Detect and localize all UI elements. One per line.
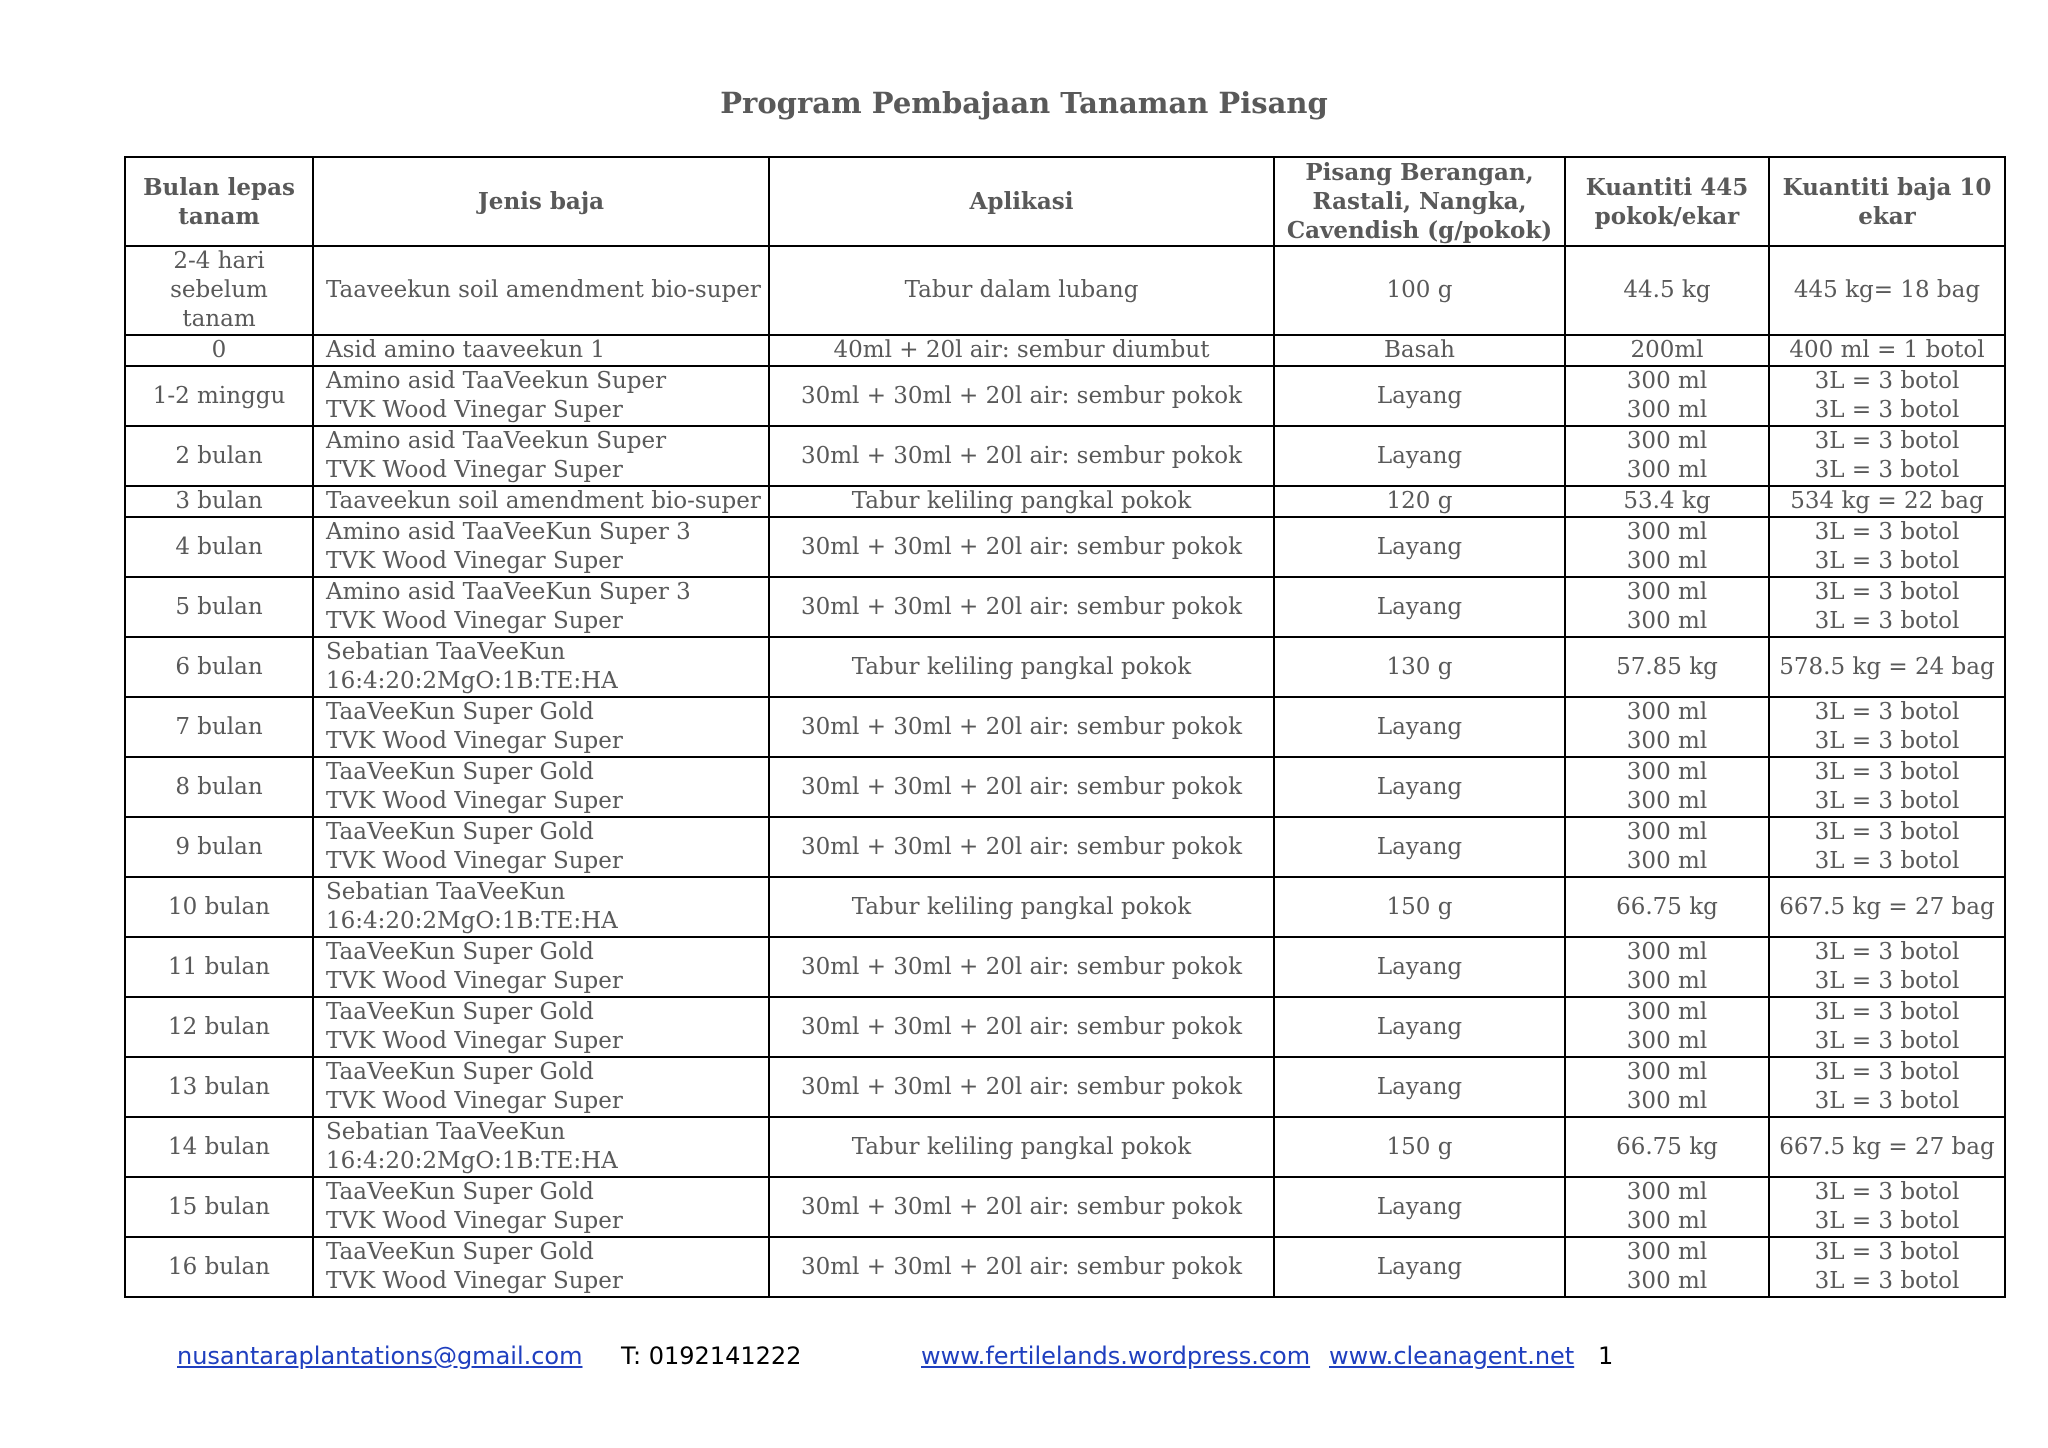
cell-kuantiti-10-ekar-line: 3L = 3 botol [1814,1088,1960,1114]
cell-dos: Layang [1274,1237,1565,1297]
cell-bulan: 6 bulan [125,637,313,697]
cell-aplikasi: 30ml + 30ml + 20l air: sembur pokok [769,997,1274,1057]
cell-jenis-baja-line: Taaveekun soil amendment bio-super [326,488,761,514]
cell-aplikasi: Tabur keliling pangkal pokok [769,637,1274,697]
cell-dos: 100 g [1274,246,1565,335]
cell-aplikasi: 40ml + 20l air: sembur diumbut [769,335,1274,366]
cell-aplikasi: Tabur keliling pangkal pokok [769,877,1274,937]
cell-jenis-baja-line: Taaveekun soil amendment bio-super [326,277,761,303]
cell-jenis-baja-line: TaaVeeKun Super Gold [326,699,594,725]
cell-bulan: 3 bulan [125,486,313,517]
cell-kuantiti-10-ekar-line: 534 kg = 22 bag [1790,488,1984,514]
cell-jenis-baja [313,877,769,937]
cell-jenis-baja [313,637,769,697]
cell-jenis-baja-line: TVK Wood Vinegar Super [326,1208,623,1234]
cell-kuantiti-ekar-line: 300 ml [1626,728,1708,754]
cell-aplikasi: Tabur keliling pangkal pokok [769,486,1274,517]
cell-aplikasi: Tabur keliling pangkal pokok [769,1117,1274,1177]
table-row [125,426,2005,486]
cell-kuantiti-ekar [1565,997,1769,1057]
cell-kuantiti-10-ekar-line: 3L = 3 botol [1814,608,1960,634]
cell-jenis-baja-line: TaaVeeKun Super Gold [326,1059,594,1085]
cell-kuantiti-10-ekar [1769,817,2005,877]
cell-kuantiti-ekar-line: 300 ml [1626,608,1708,634]
cell-bulan: 0 [125,335,313,366]
cell-jenis-baja [313,426,769,486]
cell-dos: Layang [1274,757,1565,817]
cell-jenis-baja-line: TVK Wood Vinegar Super [326,1088,623,1114]
cell-kuantiti-10-ekar-line: 3L = 3 botol [1814,999,1960,1025]
cell-jenis-baja-line: TVK Wood Vinegar Super [326,397,623,423]
cell-aplikasi: 30ml + 30ml + 20l air: sembur pokok [769,426,1274,486]
cell-kuantiti-10-ekar [1769,697,2005,757]
cell-kuantiti-ekar-line: 57.85 kg [1616,653,1718,680]
cell-kuantiti-ekar [1565,877,1769,937]
cell-kuantiti-ekar [1565,1057,1769,1117]
cell-kuantiti-10-ekar-line: 3L = 3 botol [1814,699,1960,725]
cell-bulan: 10 bulan [125,877,313,937]
cell-kuantiti-ekar-line: 300 ml [1626,548,1708,574]
cell-kuantiti-10-ekar-line: 3L = 3 botol [1814,368,1960,394]
cell-jenis-baja-line: TaaVeeKun Super Gold [326,999,594,1025]
cell-kuantiti-10-ekar-line: 3L = 3 botol [1814,728,1960,754]
cell-aplikasi: 30ml + 30ml + 20l air: sembur pokok [769,757,1274,817]
cell-kuantiti-10-ekar [1769,426,2005,486]
cell-kuantiti-10-ekar [1769,366,2005,426]
table-header-row [125,157,2005,246]
cell-kuantiti-10-ekar-line: 3L = 3 botol [1814,939,1960,965]
cell-dos: Layang [1274,1177,1565,1237]
cell-aplikasi: 30ml + 30ml + 20l air: sembur pokok [769,817,1274,877]
cell-dos: 150 g [1274,877,1565,937]
cell-kuantiti-ekar-line: 300 ml [1626,968,1708,994]
cell-jenis-baja-line: TaaVeeKun Super Gold [326,1179,594,1205]
cell-jenis-baja-line: Sebatian TaaVeeKun [326,879,566,905]
cell-dos: Layang [1274,817,1565,877]
cell-jenis-baja [313,1057,769,1117]
cell-bulan: 9 bulan [125,817,313,877]
cell-kuantiti-10-ekar-line: 3L = 3 botol [1814,1028,1960,1054]
cell-kuantiti-ekar-line: 300 ml [1626,1239,1708,1265]
header-bulan: Bulan lepas tanam [125,157,313,246]
cell-dos: Layang [1274,997,1565,1057]
cell-dos: 130 g [1274,637,1565,697]
cell-kuantiti-ekar-line: 300 ml [1626,1179,1708,1205]
cell-bulan: 14 bulan [125,1117,313,1177]
cell-jenis-baja-line: TVK Wood Vinegar Super [326,848,623,874]
cell-aplikasi: 30ml + 30ml + 20l air: sembur pokok [769,1237,1274,1297]
cell-jenis-baja-line: TVK Wood Vinegar Super [326,548,623,574]
cell-kuantiti-ekar [1565,1117,1769,1177]
cell-dos: Basah [1274,335,1565,366]
cell-jenis-baja-line: Amino asid TaaVeeKun Super 3 [326,579,691,605]
cell-kuantiti-10-ekar-line: 3L = 3 botol [1814,1059,1960,1085]
cell-kuantiti-ekar [1565,817,1769,877]
cell-kuantiti-10-ekar-line: 667.5 kg = 27 bag [1779,893,1995,920]
cell-dos: Layang [1274,577,1565,637]
cell-kuantiti-10-ekar [1769,1237,2005,1297]
cell-kuantiti-10-ekar [1769,246,2005,335]
cell-jenis-baja [313,486,769,517]
cell-kuantiti-ekar [1565,577,1769,637]
cell-aplikasi: 30ml + 30ml + 20l air: sembur pokok [769,697,1274,757]
page-footer [0,1342,2048,1378]
table-row [125,1177,2005,1237]
header-kuantiti-10-ekar: Kuantiti baja 10 ekar [1769,157,2005,246]
cell-kuantiti-ekar-line: 300 ml [1626,819,1708,845]
cell-jenis-baja [313,335,769,366]
cell-kuantiti-ekar-line: 53.4 kg [1623,488,1711,514]
cell-jenis-baja-line: TVK Wood Vinegar Super [326,1028,623,1054]
cell-kuantiti-10-ekar-line: 3L = 3 botol [1814,579,1960,605]
cell-kuantiti-ekar-line: 300 ml [1626,788,1708,814]
cell-bulan: 16 bulan [125,1237,313,1297]
cell-kuantiti-ekar [1565,335,1769,366]
cell-jenis-baja [313,1237,769,1297]
cell-kuantiti-10-ekar-line: 3L = 3 botol [1814,548,1960,574]
table-row [125,1237,2005,1297]
cell-kuantiti-ekar-line: 300 ml [1626,457,1708,483]
cell-kuantiti-ekar [1565,1177,1769,1237]
cell-aplikasi: 30ml + 30ml + 20l air: sembur pokok [769,577,1274,637]
cell-bulan: 15 bulan [125,1177,313,1237]
cell-dos: Layang [1274,366,1565,426]
table-row [125,937,2005,997]
cell-dos: Layang [1274,697,1565,757]
cell-jenis-baja-line: TVK Wood Vinegar Super [326,968,623,994]
cell-jenis-baja [313,757,769,817]
cell-aplikasi: 30ml + 30ml + 20l air: sembur pokok [769,517,1274,577]
cell-kuantiti-10-ekar-line: 3L = 3 botol [1814,519,1960,545]
cell-kuantiti-ekar-line: 300 ml [1626,999,1708,1025]
page-title: Program Pembajaan Tanaman Pisang [720,86,1328,120]
cell-kuantiti-10-ekar [1769,1117,2005,1177]
table-row [125,1117,2005,1177]
cell-jenis-baja [313,1177,769,1237]
header-kuantiti-ekar: Kuantiti 445 pokok/ekar [1565,157,1769,246]
cell-kuantiti-ekar-line: 300 ml [1626,1268,1708,1294]
cell-bulan: 13 bulan [125,1057,313,1117]
cell-bulan: 12 bulan [125,997,313,1057]
cell-kuantiti-ekar-line: 200ml [1630,337,1704,363]
cell-kuantiti-ekar [1565,637,1769,697]
table-row [125,335,2005,366]
cell-kuantiti-ekar-line: 66.75 kg [1616,1133,1718,1160]
email-link[interactable]: nusantaraplantations@gmail.com [177,1342,583,1370]
table-row [125,637,2005,697]
cell-dos: 150 g [1274,1117,1565,1177]
cell-kuantiti-ekar-line: 300 ml [1626,1028,1708,1054]
cell-jenis-baja-line: TaaVeeKun Super Gold [326,819,594,845]
fertilizer-program-table [124,156,2006,1298]
cell-kuantiti-ekar-line: 300 ml [1626,368,1708,394]
table-row [125,486,2005,517]
cell-kuantiti-10-ekar-line: 667.5 kg = 27 bag [1779,1133,1995,1160]
cell-kuantiti-10-ekar [1769,877,2005,937]
cell-jenis-baja-line: TaaVeeKun Super Gold [326,1239,594,1265]
cell-aplikasi: 30ml + 30ml + 20l air: sembur pokok [769,1057,1274,1117]
cell-aplikasi: 30ml + 30ml + 20l air: sembur pokok [769,1177,1274,1237]
cell-bulan: 7 bulan [125,697,313,757]
cell-aplikasi: Tabur dalam lubang [769,246,1274,335]
cell-kuantiti-ekar-line: 44.5 kg [1623,277,1711,303]
cell-jenis-baja-line: TaaVeeKun Super Gold [326,939,594,965]
cell-bulan: 4 bulan [125,517,313,577]
table-row [125,1057,2005,1117]
cell-kuantiti-ekar-line: 300 ml [1626,1059,1708,1085]
cell-kuantiti-ekar-line: 300 ml [1626,939,1708,965]
table-row [125,877,2005,937]
cell-kuantiti-ekar-line: 300 ml [1626,1208,1708,1234]
cell-jenis-baja-line: Amino asid TaaVeekun Super [326,368,667,394]
cell-aplikasi: 30ml + 30ml + 20l air: sembur pokok [769,937,1274,997]
cell-bulan: 1-2 minggu [125,366,313,426]
cell-kuantiti-10-ekar [1769,577,2005,637]
cell-kuantiti-ekar-line: 300 ml [1626,848,1708,874]
page-number: 1 [1598,1342,1614,1370]
cell-dos: 120 g [1274,486,1565,517]
cell-bulan: 5 bulan [125,577,313,637]
cell-kuantiti-10-ekar [1769,517,2005,577]
cell-kuantiti-10-ekar-line: 3L = 3 botol [1814,457,1960,483]
cell-jenis-baja-line: TVK Wood Vinegar Super [326,1268,623,1294]
cell-kuantiti-10-ekar [1769,997,2005,1057]
cell-kuantiti-ekar-line: 300 ml [1626,1088,1708,1114]
table-row [125,697,2005,757]
cell-kuantiti-ekar-line: 300 ml [1626,759,1708,785]
cell-kuantiti-ekar [1565,486,1769,517]
cell-jenis-baja-line: TVK Wood Vinegar Super [326,457,623,483]
cell-kuantiti-ekar-line: 300 ml [1626,397,1708,423]
table-row [125,246,2005,335]
cell-kuantiti-ekar [1565,426,1769,486]
cell-jenis-baja-line: Asid amino taaveekun 1 [326,337,606,363]
cell-kuantiti-ekar [1565,366,1769,426]
cell-kuantiti-10-ekar-line: 445 kg= 18 bag [1793,277,1981,303]
cell-kuantiti-ekar-line: 300 ml [1626,428,1708,454]
cell-kuantiti-10-ekar-line: 3L = 3 botol [1814,819,1960,845]
cell-jenis-baja-line: Sebatian TaaVeeKun [326,639,566,665]
cell-kuantiti-10-ekar-line: 3L = 3 botol [1814,759,1960,785]
cell-kuantiti-10-ekar-line: 3L = 3 botol [1814,968,1960,994]
cell-kuantiti-10-ekar [1769,757,2005,817]
cell-aplikasi: 30ml + 30ml + 20l air: sembur pokok [769,366,1274,426]
cell-kuantiti-10-ekar-line: 3L = 3 botol [1814,1239,1960,1265]
cell-kuantiti-10-ekar-line: 3L = 3 botol [1814,397,1960,423]
cell-jenis-baja-line: TVK Wood Vinegar Super [326,728,623,754]
table-row [125,577,2005,637]
cell-jenis-baja-line: Sebatian TaaVeeKun [326,1119,566,1145]
cell-jenis-baja-line: Amino asid TaaVeekun Super [326,428,667,454]
cell-jenis-baja-line: TVK Wood Vinegar Super [326,788,623,814]
cell-kuantiti-10-ekar [1769,637,2005,697]
cell-bulan: 2 bulan [125,426,313,486]
cell-kuantiti-10-ekar [1769,937,2005,997]
cell-kuantiti-10-ekar-line: 400 ml = 1 botol [1789,337,1985,363]
cell-jenis-baja [313,697,769,757]
cell-kuantiti-10-ekar [1769,1057,2005,1117]
website-link-cleanagent[interactable]: www.cleanagent.net [1329,1342,1575,1370]
website-link-fertilelands[interactable]: www.fertilelands.wordpress.com [921,1342,1311,1370]
cell-kuantiti-10-ekar-line: 3L = 3 botol [1814,1268,1960,1294]
cell-bulan: 11 bulan [125,937,313,997]
cell-kuantiti-ekar [1565,517,1769,577]
cell-jenis-baja-line: TVK Wood Vinegar Super [326,608,623,634]
cell-kuantiti-ekar-line: 66.75 kg [1616,893,1718,920]
cell-jenis-baja [313,246,769,335]
cell-jenis-baja-line: 16:4:20:2MgO:1B:TE:HA [326,908,618,934]
cell-jenis-baja [313,517,769,577]
cell-jenis-baja-line: Amino asid TaaVeeKun Super 3 [326,519,691,545]
cell-kuantiti-10-ekar-line: 578.5 kg = 24 bag [1779,653,1995,680]
cell-bulan: 8 bulan [125,757,313,817]
cell-kuantiti-10-ekar-line: 3L = 3 botol [1814,1208,1960,1234]
cell-kuantiti-10-ekar-line: 3L = 3 botol [1814,788,1960,814]
cell-bulan: 2-4 hari sebelum tanam [125,246,313,335]
cell-jenis-baja [313,817,769,877]
table-row [125,517,2005,577]
cell-jenis-baja [313,577,769,637]
cell-jenis-baja [313,997,769,1057]
cell-kuantiti-ekar-line: 300 ml [1626,699,1708,725]
cell-kuantiti-ekar [1565,246,1769,335]
table-row [125,817,2005,877]
cell-jenis-baja [313,1117,769,1177]
phone-number: T: 0192141222 [621,1342,802,1370]
cell-kuantiti-10-ekar-line: 3L = 3 botol [1814,1179,1960,1205]
cell-kuantiti-10-ekar [1769,1177,2005,1237]
cell-dos: Layang [1274,1057,1565,1117]
table-row [125,757,2005,817]
cell-kuantiti-10-ekar [1769,335,2005,366]
cell-kuantiti-ekar-line: 300 ml [1626,579,1708,605]
cell-jenis-baja-line: 16:4:20:2MgO:1B:TE:HA [326,668,618,694]
cell-kuantiti-ekar [1565,757,1769,817]
table-row [125,366,2005,426]
cell-kuantiti-10-ekar [1769,486,2005,517]
cell-jenis-baja-line: TaaVeeKun Super Gold [326,759,594,785]
cell-jenis-baja [313,937,769,997]
cell-jenis-baja-line: 16:4:20:2MgO:1B:TE:HA [326,1148,618,1174]
header-jenis-baja: Jenis baja [313,157,769,246]
cell-dos: Layang [1274,937,1565,997]
cell-kuantiti-10-ekar-line: 3L = 3 botol [1814,428,1960,454]
cell-kuantiti-ekar-line: 300 ml [1626,519,1708,545]
cell-kuantiti-ekar [1565,697,1769,757]
cell-kuantiti-10-ekar-line: 3L = 3 botol [1814,848,1960,874]
cell-kuantiti-ekar [1565,937,1769,997]
cell-kuantiti-ekar [1565,1237,1769,1297]
cell-jenis-baja [313,366,769,426]
table-row [125,997,2005,1057]
cell-dos: Layang [1274,517,1565,577]
header-aplikasi: Aplikasi [769,157,1274,246]
header-dos-per-pokok: Pisang Berangan, Rastali, Nangka, Cavendish (g/pokok) [1274,157,1565,246]
cell-dos: Layang [1274,426,1565,486]
